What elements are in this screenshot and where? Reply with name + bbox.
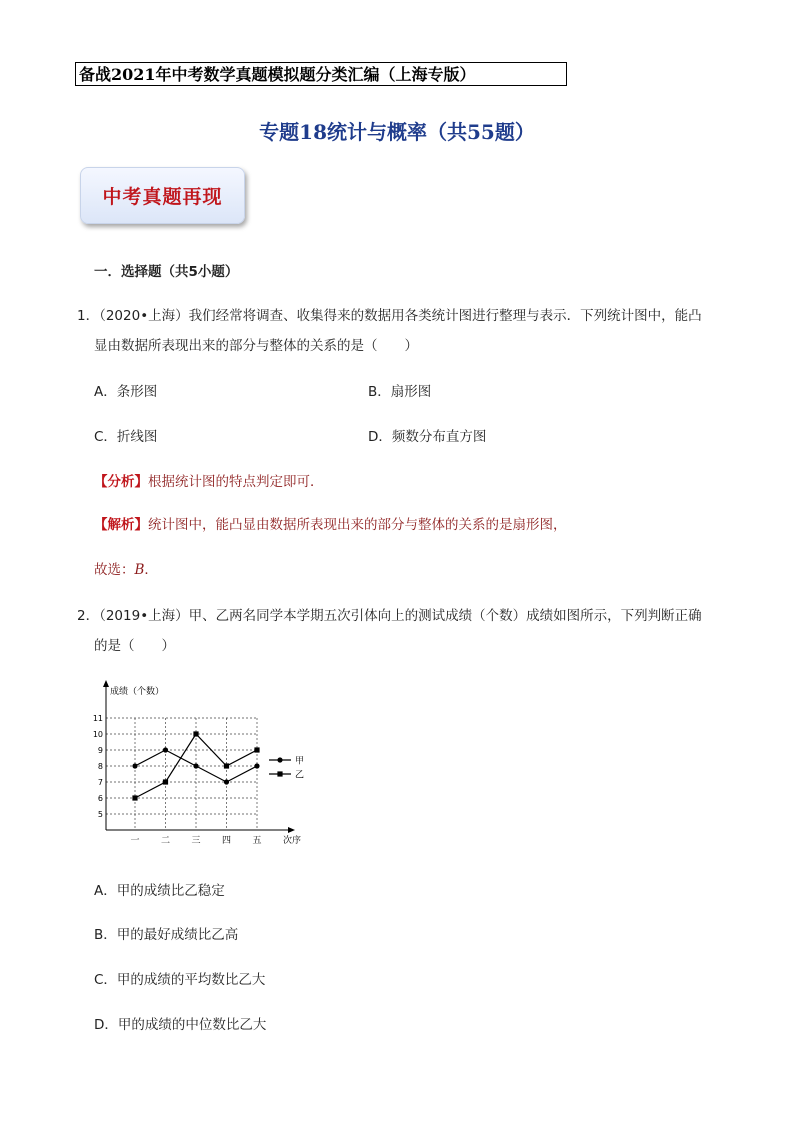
- q1-answer: [94, 558, 158, 578]
- q2-stem-line1: 2．（2019•上海）甲、乙两名同学本学期五次引体向上的测试成绩（个数）成绩如图所示，下列判断正确: [77, 608, 702, 624]
- series-title-box: [75, 62, 567, 86]
- y-tick-label: 9: [97, 746, 103, 755]
- q1-solution-text: 统计图中，能凸显由数据所表现出来的部分与整体的关系的是扇形图，: [148, 517, 567, 533]
- data-point-square: [132, 795, 137, 800]
- x-axis-arrow: [288, 827, 295, 833]
- y-axis-title: 成绩（个数）: [110, 687, 165, 697]
- q1-option-d: D．频数分布直方图: [368, 429, 487, 445]
- y-tick-label: 8: [97, 762, 103, 771]
- legend-marker-square: [277, 771, 282, 776]
- q1-answer-value: B: [134, 562, 145, 578]
- q1-option-a: A．条形图: [94, 384, 158, 400]
- part-heading: 一．选择题（共5小题）: [94, 264, 239, 280]
- document-title: 专题18统计与概率（共55题）: [259, 120, 535, 144]
- q2-option-a: A．甲的成绩比乙稳定: [94, 883, 225, 899]
- data-point-square: [193, 731, 198, 736]
- data-point-circle: [224, 779, 229, 784]
- legend-label: 乙: [295, 770, 305, 781]
- y-tick-label: 10: [92, 730, 103, 739]
- series-title: 备战2021年中考数学真题模拟题分类汇编（上海专版）: [79, 65, 476, 84]
- x-tick-label: 四: [221, 836, 232, 846]
- q1-solution: [94, 513, 567, 533]
- legend-label: 甲: [295, 756, 305, 767]
- data-point-circle: [193, 763, 198, 768]
- q1-analysis-tag: 【分析】: [94, 474, 148, 490]
- x-tick-label: 二: [160, 836, 171, 846]
- q1-answer-prefix: 故选：: [94, 562, 135, 578]
- data-point-circle: [132, 763, 137, 768]
- q1-solution-tag: 【解析】: [94, 517, 148, 533]
- data-point-square: [224, 763, 229, 768]
- section-badge-label: 中考真题再现: [102, 186, 223, 208]
- x-tick-label: 三: [191, 836, 201, 846]
- section-badge: [80, 167, 245, 224]
- x-tick-label: 五: [252, 836, 262, 846]
- y-axis-arrow: [103, 680, 109, 687]
- y-tick-label: 7: [97, 778, 103, 787]
- q2-option-c: C．甲的成绩的平均数比乙大: [94, 972, 266, 988]
- q1-stem-line2: 显由数据所表现出来的部分与整体的关系的是（ ）: [94, 338, 418, 354]
- q1-analysis: [94, 470, 324, 490]
- x-axis-title: 次序: [283, 836, 302, 846]
- q2-option-d: D．甲的成绩的中位数比乙大: [94, 1017, 267, 1033]
- q1-option-b: B．扇形图: [368, 384, 432, 400]
- q1-answer-suffix: ．: [144, 562, 158, 578]
- data-point-circle: [254, 763, 259, 768]
- y-tick-label: 5: [97, 810, 103, 819]
- data-point-square: [163, 779, 168, 784]
- y-tick-label: 6: [97, 794, 103, 803]
- q2-option-b: B．甲的最好成绩比乙高: [94, 927, 239, 943]
- y-tick-label: 11: [92, 714, 103, 723]
- q1-analysis-text: 根据统计图的特点判定即可．: [148, 474, 324, 490]
- x-tick-label: 一: [130, 836, 140, 846]
- legend-marker-circle: [277, 757, 282, 762]
- data-point-circle: [163, 747, 168, 752]
- q2-stem-line2: 的是（ ）: [94, 638, 175, 654]
- q1-stem-line1: 1．（2020•上海）我们经常将调查、收集得来的数据用各类统计图进行整理与表示．下列统计图中，能凸: [77, 308, 702, 324]
- q1-option-c: C．折线图: [94, 429, 158, 445]
- data-point-square: [254, 747, 259, 752]
- score-line-chart: [88, 676, 328, 856]
